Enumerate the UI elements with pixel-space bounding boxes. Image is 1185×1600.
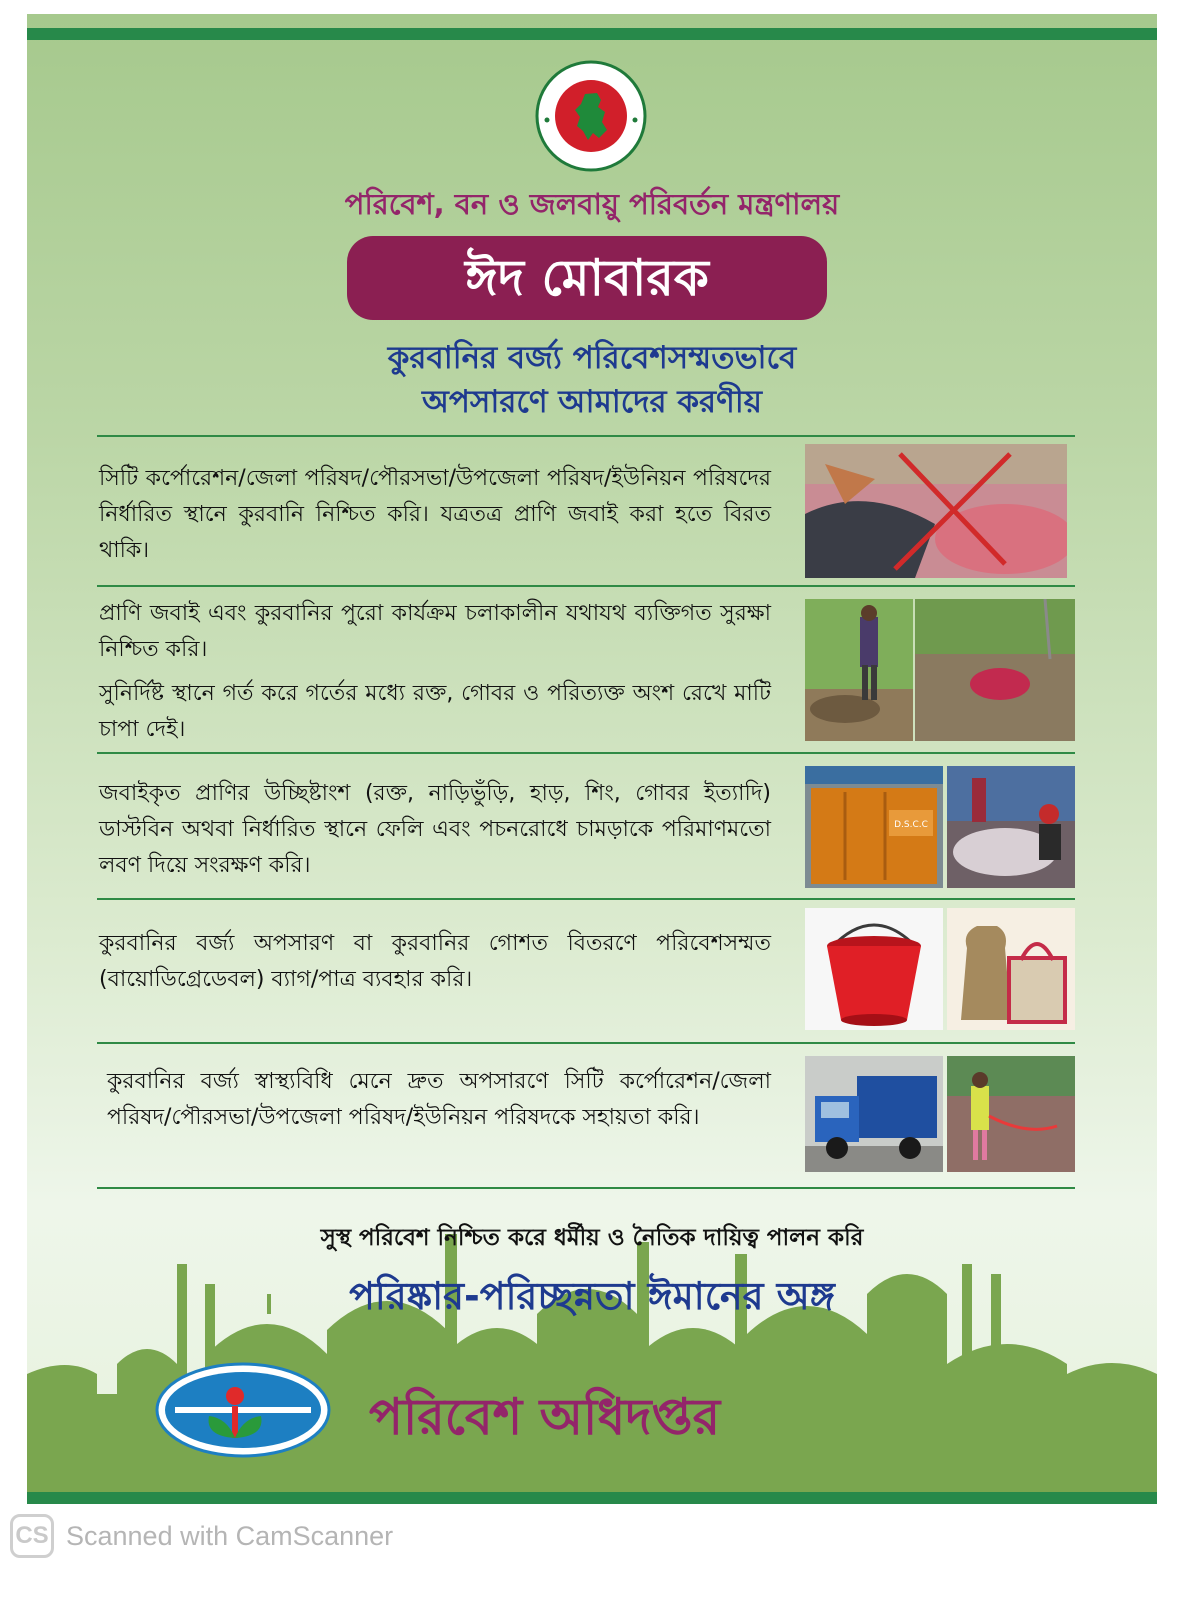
divider (97, 1042, 1075, 1044)
guideline-text: কুরবানির বর্জ্য স্বাস্থ্যবিধি মেনে দ্রুত অপসারণে সিটি কর্পোরেশন/জেলা পরিষদ/পৌরসভা/উপজেলা পরিষদ/ইউনিয়ন পরিষদকে সহায়তা করি। (107, 1069, 771, 1130)
guideline-item-5 (107, 1064, 771, 1136)
street-washing-image (947, 1056, 1075, 1172)
guideline-text: সুনির্দিষ্ট স্থানে গর্ত করে গর্তের মধ্যে রক্ত, গোবর ও পরিত্যক্ত অংশ রেখে মাটি চাপা দেই। (99, 681, 771, 742)
salting-hides-image (947, 766, 1075, 888)
divider (97, 435, 1075, 437)
jute-bags-image (947, 908, 1075, 1030)
camscanner-badge: CS (10, 1514, 54, 1558)
guideline-item-1 (99, 461, 771, 569)
red-bucket-image (805, 908, 943, 1030)
divider (97, 1187, 1075, 1189)
ministry-name: পরিবেশ, বন ও জলবায়ু পরিবর্তন মন্ত্রণালয় (344, 187, 840, 221)
guideline-text: প্রাণি জবাই এবং কুরবানির পুরো কার্যক্রম চলাকালীন যথাযথ ব্যক্তিগত সুরক্ষা নিশ্চিত করি। (99, 601, 771, 662)
guideline-text: জবাইকৃত প্রাণির উচ্ছিষ্টাংশ (রক্ত, নাড়িভুঁড়ি, হাড়, শিং, গোবর ইত্যাদি) ডাস্টবিন অথবা নির্ধারিত স্থানে ফেলি এবং পচনরোধে চামড়াকে পরিমাণমতো লবণ দিয়ে সংরক্ষণ করি। (99, 781, 771, 878)
eid-mubarak-banner: ঈদ মোবারক (347, 236, 827, 320)
department-name: পরিবেশ অধিদপ্তর (369, 1388, 721, 1446)
waste-container-image (805, 766, 943, 888)
guideline-item-2 (99, 596, 771, 748)
bangladesh-government-seal-icon (535, 60, 647, 172)
guideline-item-3 (99, 776, 771, 884)
bottom-border-bar (27, 1492, 1157, 1504)
container-label: D.S.C.C (894, 820, 928, 830)
footer-tagline: সুস্থ পরিবেশ নিশ্চিত করে ধর্মীয় ও নৈতিক দায়িত্ব পালন করি (320, 1225, 864, 1251)
street-slaughter-crossed-out-image (805, 444, 1067, 578)
subheading-line-2: অপসারণে আমাদের করণীয় (422, 384, 762, 420)
department-of-environment-logo-icon (155, 1362, 331, 1458)
blood-in-pit-image (915, 599, 1075, 741)
divider (97, 752, 1075, 754)
digging-pit-image (805, 599, 913, 741)
camscanner-watermark (10, 1514, 393, 1558)
top-border-bar (27, 28, 1157, 40)
poster (27, 14, 1157, 1504)
camscanner-text: Scanned with CamScanner (66, 1520, 394, 1551)
subheading-line-1: কুরবানির বর্জ্য পরিবেশসম্মতভাবে (387, 340, 797, 376)
divider (97, 585, 1075, 587)
footer-slogan: পরিষ্কার-পরিচ্ছন্নতা ঈমানের অঙ্গ (349, 1274, 835, 1318)
guideline-text: কুরবানির বর্জ্য অপসারণ বা কুরবানির গোশত বিতরণে পরিবেশসম্মত (বায়োডিগ্রেডেবল) ব্যাগ/পাত্র ব্যবহার করি। (99, 931, 771, 992)
divider (97, 898, 1075, 900)
guideline-text: সিটি কর্পোরেশন/জেলা পরিষদ/পৌরসভা/উপজেলা পরিষদ/ইউনিয়ন পরিষদের নির্ধারিত স্থানে কুরবানি নিশ্চিত করি। যত্রতত্র প্রাণি জবাই করা হতে বিরত থাকি। (99, 466, 771, 563)
garbage-truck-image (805, 1056, 943, 1172)
subheading (27, 336, 1157, 424)
guideline-item-4 (99, 926, 771, 998)
